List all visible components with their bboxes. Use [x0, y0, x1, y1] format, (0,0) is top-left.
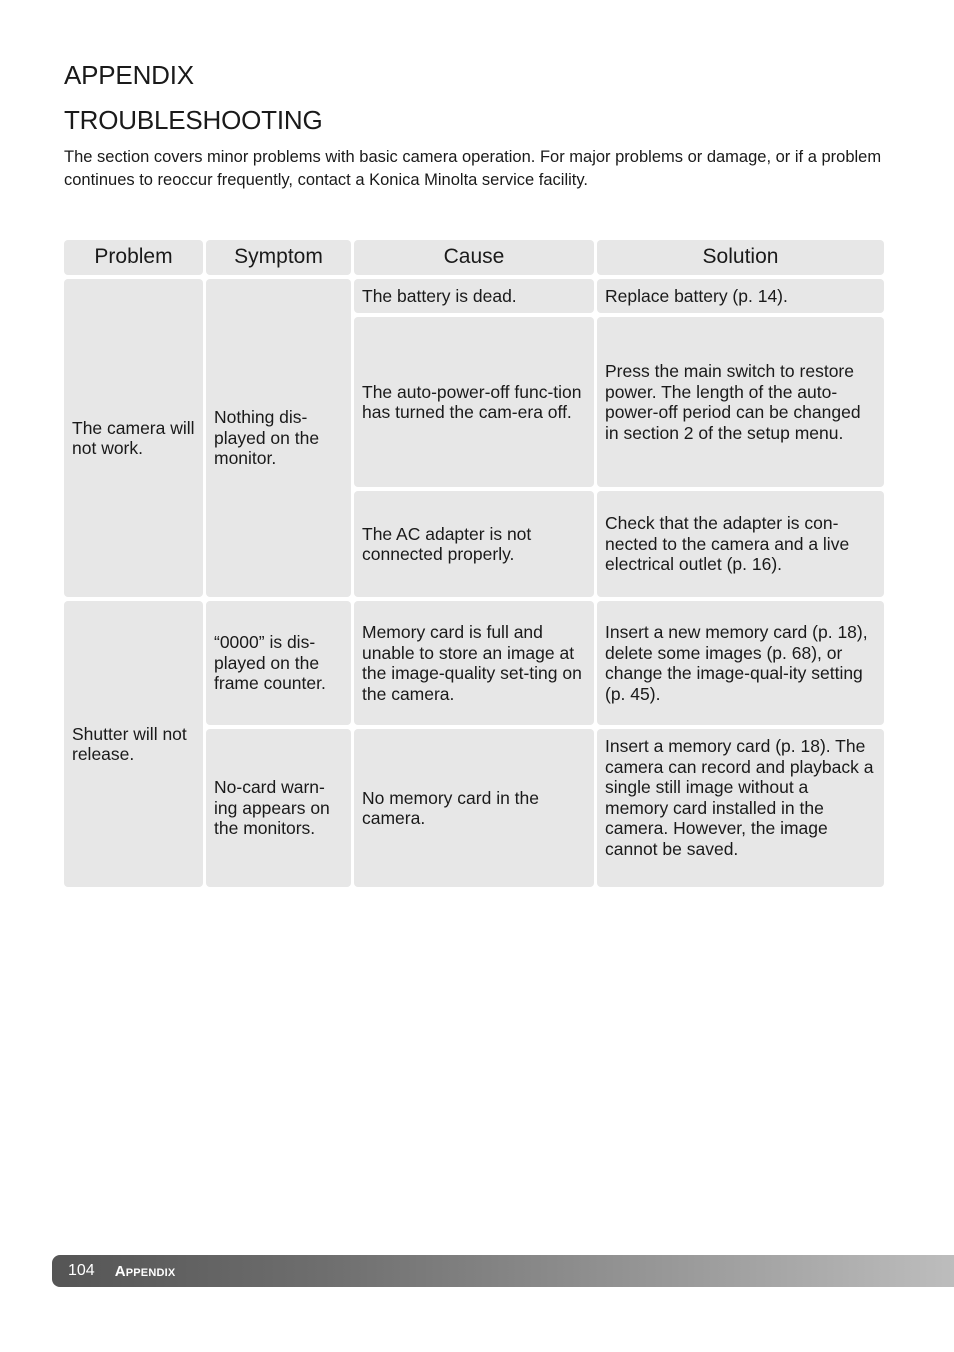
- symptom-text: Nothing dis-played on the monitor.: [214, 407, 320, 469]
- problem-text: The camera will not work.: [72, 417, 195, 458]
- header-label: Cause: [443, 245, 505, 269]
- solution-text: Press the main switch to restore power. The length of the auto-power-off period can be changed in section 2 of the setup menu.: [605, 361, 861, 443]
- symptom-text: “0000” is dis-played on the frame counter.: [214, 632, 326, 694]
- cause-text: No memory card in the camera.: [362, 787, 540, 828]
- cause-cell: [354, 729, 594, 887]
- problem-cell: [64, 601, 203, 887]
- solution-text: Check that the adapter is con-nected to the camera and a live electrical outlet (p. 16).: [605, 513, 850, 575]
- page-footer: [52, 1255, 954, 1287]
- solution-cell: [597, 317, 884, 487]
- solution-cell: [597, 729, 884, 887]
- symptom-text: No-card warn-ing appears on the monitors.: [214, 777, 330, 839]
- cause-text: The auto-power-off func-tion has turned the cam-era off.: [362, 381, 582, 422]
- cause-text: Memory card is full and unable to store an image at the image-quality set-ting on the camera.: [362, 622, 582, 704]
- header-label: Solution: [702, 245, 779, 269]
- problem-cell: [64, 279, 203, 597]
- problem-text: Shutter will not release.: [72, 723, 187, 764]
- solution-text: Insert a memory card (p. 18). The camera can record and playback a single still image without a memory card installed in the camera. However, the image cannot be saved.: [605, 736, 874, 859]
- cause-cell: [354, 491, 594, 597]
- solution-cell: [597, 491, 884, 597]
- column-header-symptom: [206, 240, 351, 275]
- intro-paragraph: The section covers minor problems with basic camera operation. For major problems or damage, or if a problem continues to reoccur frequently, contact a Konica Minolta service facility.: [64, 148, 882, 189]
- symptom-cell: [206, 601, 351, 725]
- cause-cell: [354, 279, 594, 313]
- column-header-problem: [64, 240, 203, 275]
- solution-text: Insert a new memory card (p. 18), delete some images (p. 68), or change the image-qual-ity setting (p. 45).: [605, 622, 868, 704]
- solution-cell: [597, 601, 884, 725]
- footer-section-label: Appendix: [114, 1262, 176, 1280]
- page-number: 104: [68, 1262, 95, 1279]
- cause-cell: [354, 317, 594, 487]
- header-label: Problem: [94, 245, 173, 269]
- section-heading: APPENDIX: [64, 60, 194, 90]
- symptom-cell: [206, 279, 351, 597]
- symptom-cell: [206, 729, 351, 887]
- column-header-solution: [597, 240, 884, 275]
- cause-cell: [354, 601, 594, 725]
- page-title: TROUBLESHOOTING: [64, 105, 323, 135]
- solution-cell: [597, 279, 884, 313]
- cause-text: The AC adapter is not connected properly.: [362, 523, 532, 564]
- cause-text: The battery is dead.: [362, 285, 517, 306]
- solution-text: Replace battery (p. 14).: [605, 285, 788, 306]
- column-header-cause: [354, 240, 594, 275]
- header-label: Symptom: [234, 245, 323, 269]
